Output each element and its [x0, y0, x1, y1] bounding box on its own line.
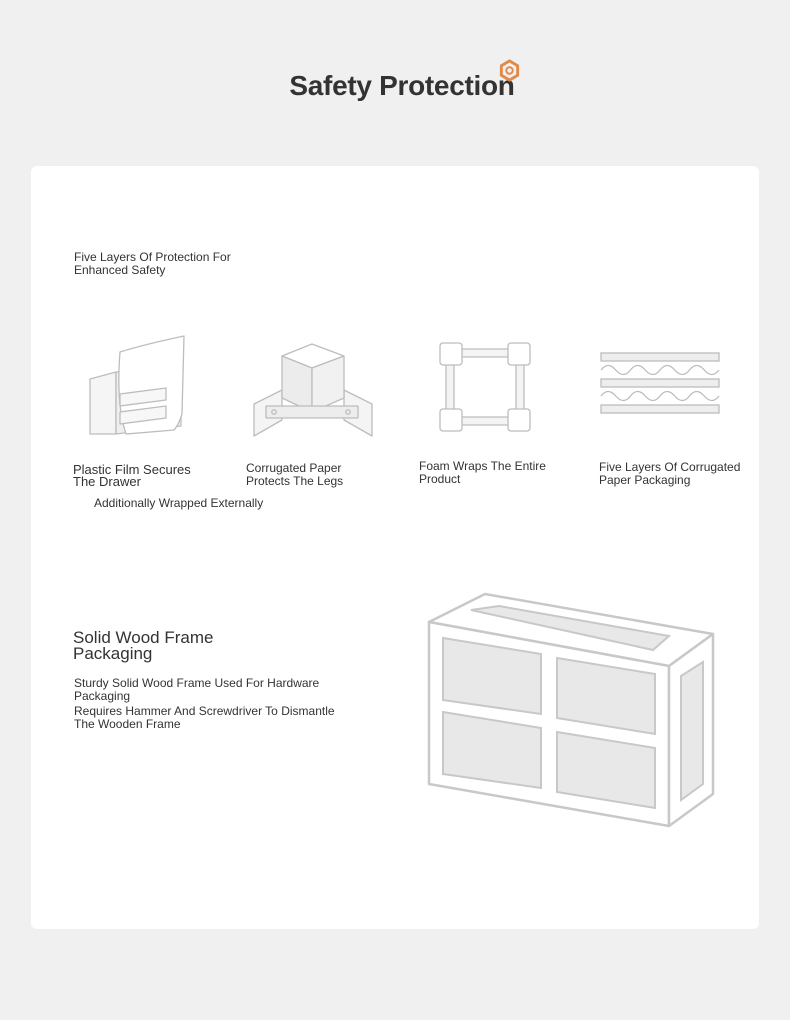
hexagon-nut-icon [498, 59, 521, 82]
protection-subtitle: Five Layers Of Protection For Enhanced Safety [74, 250, 231, 277]
protection-item-label-1: Plastic Film Secures The Drawer [73, 462, 191, 489]
content-card [31, 166, 759, 929]
wood-frame-desc-1: Sturdy Solid Wood Frame Used For Hardware Packaging [74, 676, 320, 703]
extra-wrap-note: Additionally Wrapped Externally [94, 496, 264, 510]
protection-item-label-4: Five Layers Of Corrugated Paper Packaging [599, 460, 741, 487]
wood-frame-title: Solid Wood Frame Packaging [73, 628, 214, 663]
page-title: Safety Protection [289, 70, 515, 101]
foam-frame-icon [438, 341, 532, 433]
page-header [0, 0, 790, 140]
plastic-film-drawer-icon [86, 334, 186, 438]
corrugated-corner-icon [252, 342, 374, 438]
wood-frame-desc-2: Requires Hammer And Screwdriver To Dismantle The Wooden Frame [74, 704, 335, 731]
wooden-crate-icon [425, 588, 717, 830]
corrugated-layers-icon [599, 351, 721, 417]
protection-item-label-3: Foam Wraps The Entire Product [419, 459, 546, 486]
protection-item-label-2: Corrugated Paper Protects The Legs [246, 461, 344, 488]
wood-frame-description [74, 677, 344, 733]
